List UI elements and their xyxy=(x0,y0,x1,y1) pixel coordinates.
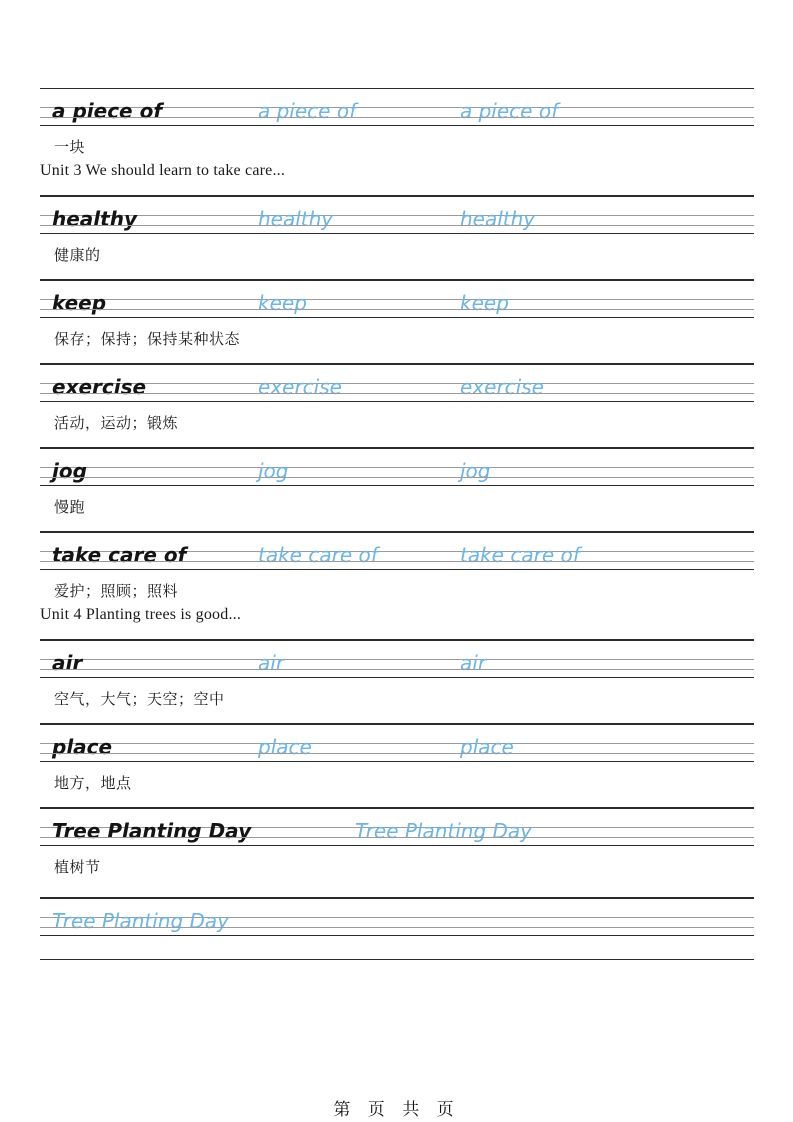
word-gloss xyxy=(40,318,754,364)
gloss-text: 植树节 xyxy=(54,858,101,876)
word-entry xyxy=(40,448,754,532)
word-entry xyxy=(40,196,754,280)
word-printed: take care of xyxy=(52,543,187,567)
word-gloss xyxy=(40,762,754,808)
writing-lines[interactable] xyxy=(40,640,754,678)
practice-entry xyxy=(40,898,754,960)
word-gloss xyxy=(40,570,754,640)
unit-note: Unit 4 Planting trees is good... xyxy=(40,606,242,623)
writing-lines[interactable] xyxy=(40,898,754,936)
word-gloss xyxy=(40,678,754,724)
word-trace-2: healthy xyxy=(460,207,536,231)
word-entry xyxy=(40,280,754,364)
word-trace-1: air xyxy=(258,651,285,675)
word-entry xyxy=(40,364,754,448)
word-printed: air xyxy=(52,651,83,675)
word-printed: exercise xyxy=(52,375,147,399)
writing-lines[interactable] xyxy=(40,808,754,846)
word-entry xyxy=(40,724,754,808)
word-entry xyxy=(40,808,754,898)
word-trace-2: take care of xyxy=(460,543,580,567)
blank-practice-line[interactable] xyxy=(40,936,754,960)
word-trace-1: jog xyxy=(258,459,289,483)
word-list xyxy=(40,88,754,960)
word-gloss xyxy=(40,126,754,196)
word-trace-1: place xyxy=(258,735,312,759)
word-trace-2: air xyxy=(460,651,487,675)
word-entry xyxy=(40,88,754,196)
word-printed: place xyxy=(52,735,113,759)
word-printed: a piece of xyxy=(52,99,163,123)
gloss-text: 慢跑 xyxy=(54,498,86,516)
word-gloss xyxy=(40,234,754,280)
word-trace-2: exercise xyxy=(460,375,544,399)
word-printed: healthy xyxy=(52,207,137,231)
word-trace-2: jog xyxy=(460,459,491,483)
word-trace-1: keep xyxy=(258,291,307,315)
word-printed: jog xyxy=(52,459,87,483)
writing-lines[interactable] xyxy=(40,88,754,126)
word-trace-1: a piece of xyxy=(258,99,357,123)
gloss-text: 一块 xyxy=(54,138,86,156)
word-entry xyxy=(40,640,754,724)
gloss-text: 爱护；照顾；照料 xyxy=(54,582,179,600)
unit-note: Unit 3 We should learn to take care... xyxy=(40,162,286,179)
word-entry xyxy=(40,532,754,640)
word-trace-1: Tree Planting Day xyxy=(355,819,533,843)
word-gloss xyxy=(40,402,754,448)
page-footer: 第 页 共 页 xyxy=(333,1100,460,1120)
word-printed: Tree Planting Day xyxy=(52,819,252,843)
word-printed: keep xyxy=(52,291,107,315)
word-trace-1: exercise xyxy=(258,375,342,399)
word-trace-1: take care of xyxy=(258,543,378,567)
word-trace-2: a piece of xyxy=(460,99,559,123)
gloss-text: 健康的 xyxy=(54,246,101,264)
word-trace-2: keep xyxy=(460,291,509,315)
writing-lines[interactable] xyxy=(40,724,754,762)
writing-lines[interactable] xyxy=(40,196,754,234)
word-trace-1: healthy xyxy=(258,207,334,231)
word-trace-1: Tree Planting Day xyxy=(52,909,230,933)
writing-lines[interactable] xyxy=(40,280,754,318)
gloss-text: 空气，大气；天空；空中 xyxy=(54,690,225,708)
word-gloss xyxy=(40,846,754,898)
gloss-text: 保存；保持；保持某种状态 xyxy=(54,330,241,348)
gloss-text: 地方，地点 xyxy=(54,774,132,792)
writing-lines[interactable] xyxy=(40,532,754,570)
word-gloss xyxy=(40,486,754,532)
writing-lines[interactable] xyxy=(40,448,754,486)
gloss-text: 活动，运动；锻炼 xyxy=(54,414,179,432)
writing-lines[interactable] xyxy=(40,364,754,402)
word-trace-2: place xyxy=(460,735,514,759)
